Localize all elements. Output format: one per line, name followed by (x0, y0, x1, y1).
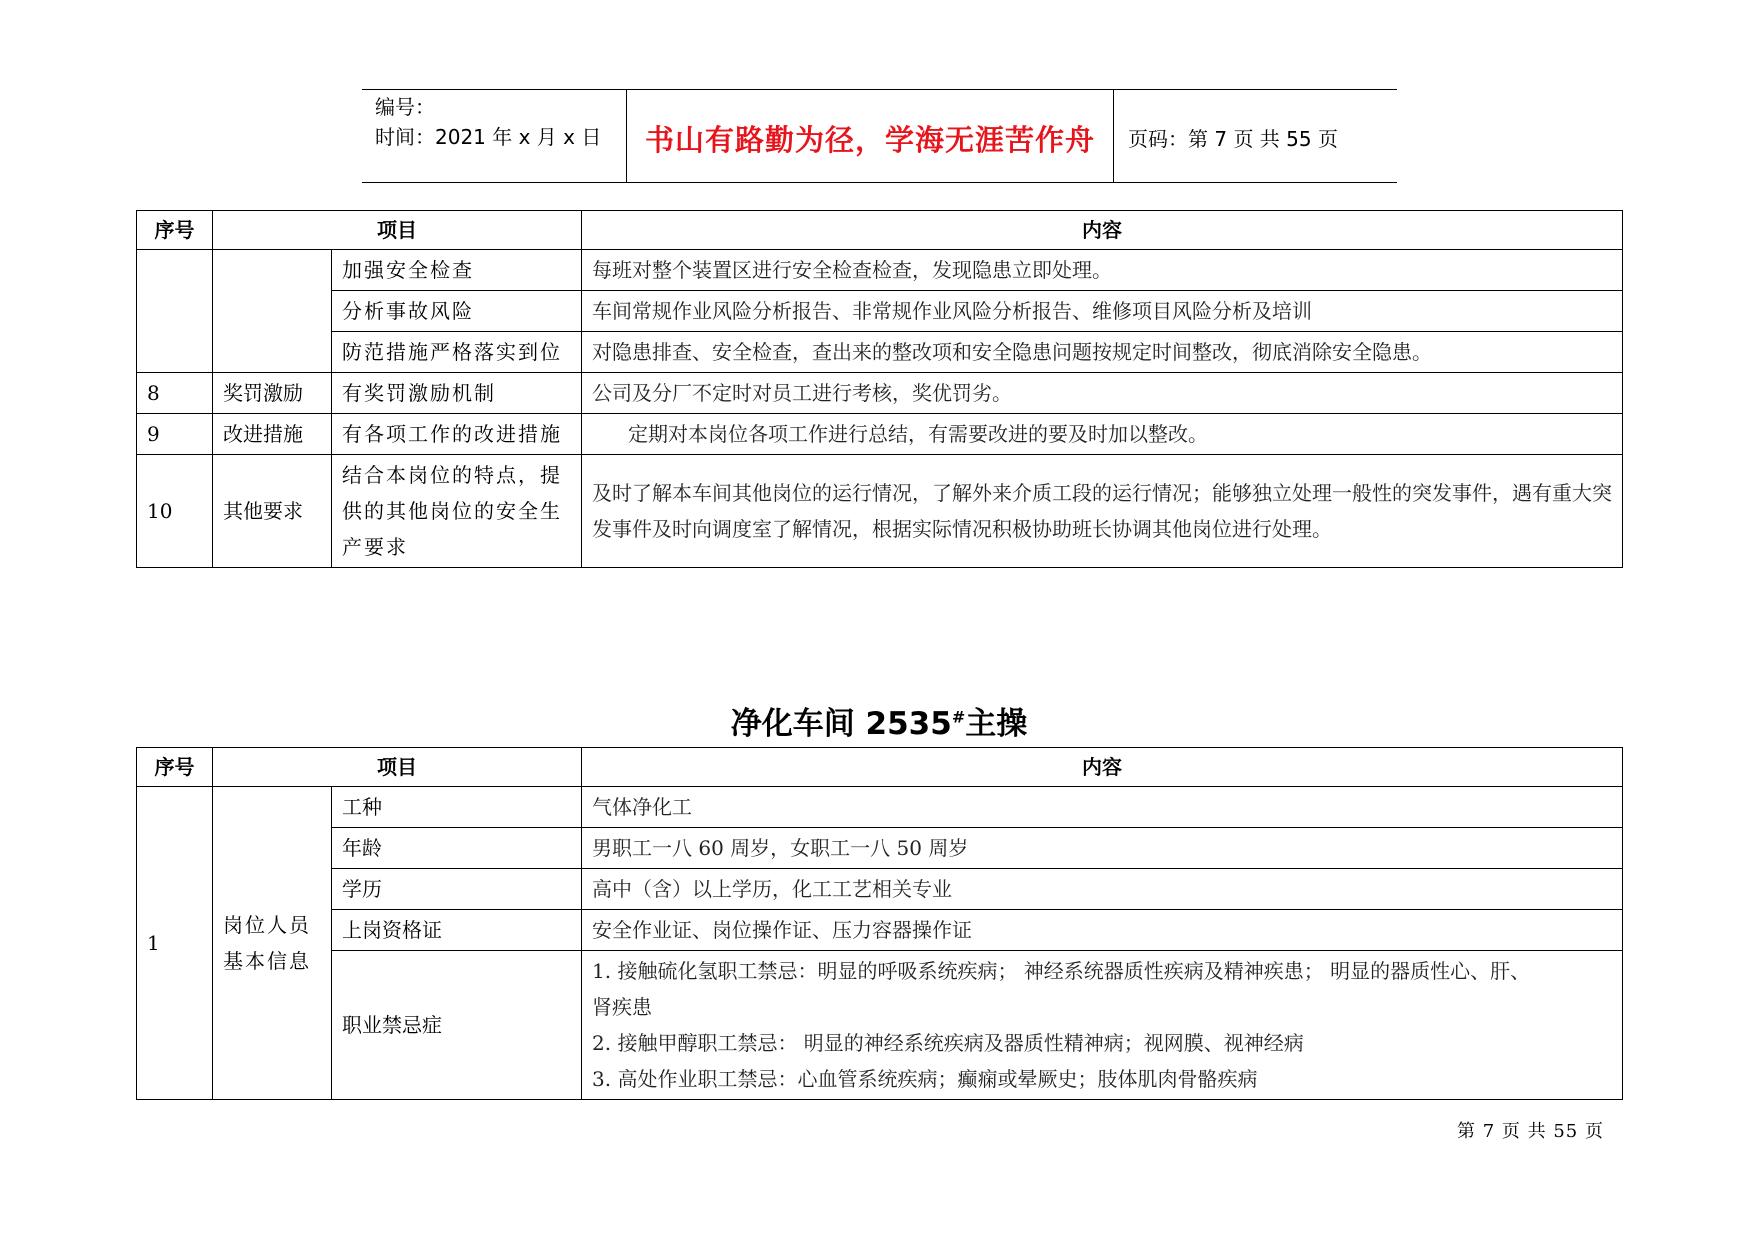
row-item: 有各项工作的改进措施 (332, 414, 582, 455)
contraindication-line: 2. 接触甲醇职工禁忌： 明显的神经系统疾病及器质性精神病；视网膜、视神经病 (592, 1031, 1304, 1055)
document-time-label: 时间：2021 年 x 月 x 日 (375, 125, 602, 149)
row-item: 防范措施严格落实到位 (332, 332, 582, 373)
row-category: 其他要求 (213, 455, 332, 568)
row-item: 加强安全检查 (332, 250, 582, 291)
table-row (137, 869, 1623, 910)
row-content: 高中（含）以上学历，化工工艺相关专业 (582, 869, 1623, 910)
row-content: 对隐患排查、安全检查，查出来的整改项和安全隐患问题按规定时间整改，彻底消除安全隐患。 (582, 332, 1623, 373)
row-item: 工种 (332, 787, 582, 828)
contraindication-line: 1. 接触硫化氢职工禁忌：明显的呼吸系统疾病； 神经系统器质性疾病及精神疾患； 明显的器质性心、肝、 (592, 959, 1531, 983)
row-content: 每班对整个装置区进行安全检查检查，发现隐患立即处理。 (582, 250, 1623, 291)
table-row (137, 332, 1623, 373)
table-row (137, 910, 1623, 951)
row-content: 男职工一八 60 周岁，女职工一八 50 周岁 (582, 828, 1623, 869)
contraindication-line: 3. 高处作业职工禁忌：心血管系统疾病；癫痫或晕厥史；肢体肌肉骨骼疾病 (592, 1067, 1258, 1091)
table-row (137, 250, 1623, 291)
column-header-item: 项目 (213, 211, 582, 250)
row-content: 安全作业证、岗位操作证、压力容器操作证 (582, 910, 1623, 951)
column-header-content: 内容 (582, 748, 1623, 787)
row-item: 结合本岗位的特点，提供的其他岗位的安全生产要求 (332, 455, 582, 568)
row-number: 1 (137, 787, 213, 1100)
row-item: 上岗资格证 (332, 910, 582, 951)
document-number-label: 编号： (375, 95, 435, 119)
row-number: 9 (137, 414, 213, 455)
section-title-tail: 主操 (965, 706, 1028, 742)
row-number: 8 (137, 373, 213, 414)
table-header-row (137, 211, 1623, 250)
row-item: 年龄 (332, 828, 582, 869)
table-row (137, 951, 1623, 1100)
column-header-no: 序号 (137, 211, 213, 250)
row-content (582, 951, 1623, 1100)
header-bottom-rule (362, 182, 1397, 183)
row-content: 气体净化工 (582, 787, 1623, 828)
row-item: 有奖罚激励机制 (332, 373, 582, 414)
row-content: 及时了解本车间其他岗位的运行情况，了解外来介质工段的运行情况；能够独立处理一般性的突发事件，遇有重大突发事件及时向调度室了解情况，根据实际情况积极协助班长协调其他岗位进行处理。 (582, 455, 1623, 568)
row-category (213, 250, 332, 373)
row-category: 改进措施 (213, 414, 332, 455)
table-row (137, 414, 1623, 455)
section-title-main: 净化车间 2535 (730, 706, 952, 742)
header-motto: 书山有路勤为径，学海无涯苦作舟 (644, 123, 1095, 157)
row-category: 奖罚激励 (213, 373, 332, 414)
row-item: 分析事故风险 (332, 291, 582, 332)
section-title (136, 698, 1622, 743)
row-number: 10 (137, 455, 213, 568)
header-meta (375, 92, 601, 152)
contraindication-line: 肾疾患 (592, 995, 652, 1019)
table-header-row (137, 748, 1623, 787)
row-category: 岗位人员基本信息 (213, 787, 332, 1100)
column-header-item: 项目 (213, 748, 582, 787)
row-content: 定期对本岗位各项工作进行总结，有需要改进的要及时加以整改。 (582, 414, 1623, 455)
table-row (137, 291, 1623, 332)
column-header-content: 内容 (582, 211, 1623, 250)
row-number (137, 250, 213, 373)
header-top-rule (362, 89, 1397, 90)
row-item: 学历 (332, 869, 582, 910)
duty-table-continued (136, 210, 1623, 568)
footer-page-number: 第 7 页 共 55 页 (1457, 1121, 1604, 1142)
table-row (137, 787, 1623, 828)
row-content: 车间常规作业风险分析报告、非常规作业风险分析报告、维修项目风险分析及培训 (582, 291, 1623, 332)
table-row (137, 455, 1623, 568)
row-item: 职业禁忌症 (332, 951, 582, 1100)
header-divider (1113, 89, 1114, 182)
table-row (137, 373, 1623, 414)
staff-info-table (136, 747, 1623, 1100)
row-content: 公司及分厂不定时对员工进行考核，奖优罚劣。 (582, 373, 1623, 414)
column-header-no: 序号 (137, 748, 213, 787)
header-page-number: 页码：第 7 页 共 55 页 (1128, 127, 1338, 151)
table-row (137, 828, 1623, 869)
section-title-sup: # (951, 707, 966, 727)
